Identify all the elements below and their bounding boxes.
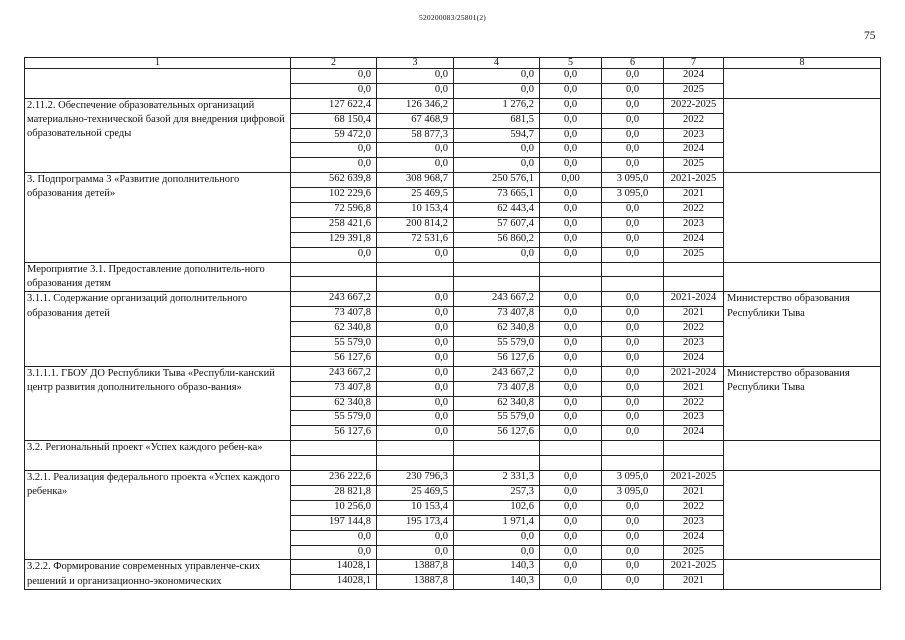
total-cell: 56 127,6 (291, 426, 377, 441)
federal-budget-cell: 13887,8 (377, 575, 454, 590)
extra-budget-cell (602, 456, 664, 471)
extra-budget-cell: 3 095,0 (602, 485, 664, 500)
regional-budget-cell: 140,3 (454, 560, 540, 575)
municipal-budget-cell: 0,0 (540, 158, 602, 173)
year-cell: 2025 (664, 83, 724, 98)
column-header: 2 (291, 58, 377, 69)
year-cell: 2024 (664, 69, 724, 84)
municipal-budget-cell: 0,0 (540, 217, 602, 232)
extra-budget-cell: 0,0 (602, 575, 664, 590)
extra-budget-cell: 0,0 (602, 83, 664, 98)
program-name-cell: 2.11.2. Обеспечение образовательных организаций материально-технической базой для внедрения цифровой образовательной среды (25, 98, 291, 172)
total-cell: 73 407,8 (291, 381, 377, 396)
municipal-budget-cell: 0,0 (540, 203, 602, 218)
extra-budget-cell: 0,0 (602, 128, 664, 143)
year-cell: 2022 (664, 113, 724, 128)
year-cell (664, 262, 724, 277)
regional-budget-cell: 62 340,8 (454, 322, 540, 337)
federal-budget-cell: 0,0 (377, 530, 454, 545)
municipal-budget-cell: 0,0 (540, 530, 602, 545)
table-row (25, 262, 881, 277)
extra-budget-cell: 0,0 (602, 98, 664, 113)
extra-budget-cell: 0,0 (602, 143, 664, 158)
extra-budget-cell: 0,0 (602, 545, 664, 560)
table-row (25, 471, 881, 486)
year-cell: 2021-2024 (664, 366, 724, 381)
regional-budget-cell: 1 276,2 (454, 98, 540, 113)
extra-budget-cell (602, 262, 664, 277)
total-cell: 243 667,2 (291, 292, 377, 307)
municipal-budget-cell: 0,0 (540, 128, 602, 143)
responsible-executor-cell (724, 441, 881, 471)
regional-budget-cell (454, 441, 540, 456)
year-cell: 2021 (664, 575, 724, 590)
regional-budget-cell: 55 579,0 (454, 337, 540, 352)
municipal-budget-cell: 0,0 (540, 471, 602, 486)
responsible-executor-cell (724, 471, 881, 560)
program-name-cell: 3.2. Региональный проект «Успех каждого ребен-ка» (25, 441, 291, 471)
federal-budget-cell: 0,0 (377, 396, 454, 411)
total-cell: 14028,1 (291, 575, 377, 590)
municipal-budget-cell: 0,0 (540, 500, 602, 515)
total-cell: 127 622,4 (291, 98, 377, 113)
extra-budget-cell: 0,0 (602, 411, 664, 426)
municipal-budget-cell: 0,0 (540, 232, 602, 247)
municipal-budget-cell: 0,0 (540, 381, 602, 396)
total-cell: 73 407,8 (291, 307, 377, 322)
year-cell: 2021-2025 (664, 560, 724, 575)
column-number-row (25, 58, 881, 69)
federal-budget-cell: 200 814,2 (377, 217, 454, 232)
municipal-budget-cell (540, 262, 602, 277)
regional-budget-cell: 594,7 (454, 128, 540, 143)
year-cell (664, 441, 724, 456)
regional-budget-cell: 55 579,0 (454, 411, 540, 426)
program-name-cell: 3.1.1.1. ГБОУ ДО Республики Тыва «Республи-канский центр развития дополнительного образо-вания» (25, 366, 291, 440)
municipal-budget-cell: 0,0 (540, 575, 602, 590)
extra-budget-cell: 0,0 (602, 203, 664, 218)
total-cell: 68 150,4 (291, 113, 377, 128)
program-name-cell: 3.2.2. Формирование современных управленче-ских решений и организационно-экономических (25, 560, 291, 590)
total-cell: 243 667,2 (291, 366, 377, 381)
responsible-executor-cell: Министерство образования Республики Тыва (724, 366, 881, 440)
total-cell: 0,0 (291, 143, 377, 158)
extra-budget-cell: 0,0 (602, 307, 664, 322)
federal-budget-cell: 0,0 (377, 292, 454, 307)
federal-budget-cell: 0,0 (377, 143, 454, 158)
year-cell: 2024 (664, 232, 724, 247)
program-name-cell: 3.1.1. Содержание организаций дополнительного образования детей (25, 292, 291, 366)
municipal-budget-cell: 0,0 (540, 337, 602, 352)
program-name-cell: Мероприятие 3.1. Предоставление дополнитель-ного образования детям (25, 262, 291, 292)
extra-budget-cell: 0,0 (602, 69, 664, 84)
federal-budget-cell: 13887,8 (377, 560, 454, 575)
federal-budget-cell: 0,0 (377, 351, 454, 366)
total-cell: 258 421,6 (291, 217, 377, 232)
total-cell: 59 472,0 (291, 128, 377, 143)
extra-budget-cell: 0,0 (602, 515, 664, 530)
federal-budget-cell: 0,0 (377, 426, 454, 441)
federal-budget-cell: 25 469,5 (377, 485, 454, 500)
year-cell: 2024 (664, 426, 724, 441)
regional-budget-cell (454, 456, 540, 471)
extra-budget-cell: 3 095,0 (602, 188, 664, 203)
total-cell: 0,0 (291, 69, 377, 84)
regional-budget-cell: 73 407,8 (454, 307, 540, 322)
municipal-budget-cell (540, 456, 602, 471)
federal-budget-cell: 0,0 (377, 307, 454, 322)
total-cell: 236 222,6 (291, 471, 377, 486)
year-cell (664, 456, 724, 471)
federal-budget-cell (377, 441, 454, 456)
responsible-executor-cell (724, 98, 881, 172)
document-id: 520200083/25801(2) (419, 13, 486, 22)
table-row (25, 292, 881, 307)
year-cell: 2022 (664, 396, 724, 411)
year-cell: 2025 (664, 247, 724, 262)
regional-budget-cell: 0,0 (454, 530, 540, 545)
regional-budget-cell: 56 127,6 (454, 351, 540, 366)
column-header: 7 (664, 58, 724, 69)
total-cell: 28 821,8 (291, 485, 377, 500)
regional-budget-cell: 56 127,6 (454, 426, 540, 441)
year-cell: 2021-2025 (664, 173, 724, 188)
table-row (25, 441, 881, 456)
regional-budget-cell: 62 340,8 (454, 396, 540, 411)
total-cell: 0,0 (291, 545, 377, 560)
federal-budget-cell: 0,0 (377, 337, 454, 352)
table-row (25, 98, 881, 113)
regional-budget-cell: 243 667,2 (454, 292, 540, 307)
municipal-budget-cell: 0,0 (540, 247, 602, 262)
regional-budget-cell: 250 576,1 (454, 173, 540, 188)
municipal-budget-cell (540, 441, 602, 456)
extra-budget-cell: 0,0 (602, 322, 664, 337)
extra-budget-cell: 0,0 (602, 500, 664, 515)
extra-budget-cell: 0,0 (602, 426, 664, 441)
extra-budget-cell: 0,0 (602, 232, 664, 247)
municipal-budget-cell: 0,0 (540, 351, 602, 366)
responsible-executor-cell (724, 560, 881, 590)
table-row (25, 366, 881, 381)
regional-budget-cell: 681,5 (454, 113, 540, 128)
year-cell: 2024 (664, 530, 724, 545)
year-cell: 2024 (664, 351, 724, 366)
municipal-budget-cell: 0,0 (540, 485, 602, 500)
federal-budget-cell: 126 346,2 (377, 98, 454, 113)
regional-budget-cell (454, 277, 540, 292)
extra-budget-cell (602, 441, 664, 456)
federal-budget-cell: 0,0 (377, 247, 454, 262)
federal-budget-cell: 10 153,4 (377, 203, 454, 218)
federal-budget-cell: 58 877,3 (377, 128, 454, 143)
federal-budget-cell: 10 153,4 (377, 500, 454, 515)
extra-budget-cell: 0,0 (602, 292, 664, 307)
municipal-budget-cell: 0,0 (540, 396, 602, 411)
federal-budget-cell: 0,0 (377, 366, 454, 381)
regional-budget-cell: 140,3 (454, 575, 540, 590)
total-cell: 0,0 (291, 158, 377, 173)
total-cell (291, 262, 377, 277)
extra-budget-cell: 0,0 (602, 337, 664, 352)
municipal-budget-cell: 0,0 (540, 322, 602, 337)
year-cell: 2023 (664, 515, 724, 530)
total-cell: 562 639,8 (291, 173, 377, 188)
federal-budget-cell: 308 968,7 (377, 173, 454, 188)
extra-budget-cell: 0,0 (602, 158, 664, 173)
total-cell: 62 340,8 (291, 396, 377, 411)
federal-budget-cell: 195 173,4 (377, 515, 454, 530)
responsible-executor-cell (724, 262, 881, 292)
municipal-budget-cell: 0,00 (540, 173, 602, 188)
budget-table (24, 57, 881, 590)
municipal-budget-cell: 0,0 (540, 515, 602, 530)
extra-budget-cell (602, 277, 664, 292)
total-cell: 0,0 (291, 247, 377, 262)
year-cell (664, 277, 724, 292)
year-cell: 2023 (664, 337, 724, 352)
municipal-budget-cell (540, 277, 602, 292)
federal-budget-cell (377, 277, 454, 292)
year-cell: 2021 (664, 381, 724, 396)
year-cell: 2021 (664, 485, 724, 500)
year-cell: 2022 (664, 322, 724, 337)
regional-budget-cell: 102,6 (454, 500, 540, 515)
municipal-budget-cell: 0,0 (540, 188, 602, 203)
regional-budget-cell: 0,0 (454, 247, 540, 262)
column-header: 6 (602, 58, 664, 69)
municipal-budget-cell: 0,0 (540, 113, 602, 128)
year-cell: 2023 (664, 128, 724, 143)
regional-budget-cell: 0,0 (454, 158, 540, 173)
municipal-budget-cell: 0,0 (540, 426, 602, 441)
year-cell: 2021 (664, 307, 724, 322)
total-cell (291, 456, 377, 471)
responsible-executor-cell: Министерство образования Республики Тыва (724, 292, 881, 366)
regional-budget-cell: 0,0 (454, 143, 540, 158)
extra-budget-cell: 0,0 (602, 351, 664, 366)
municipal-budget-cell: 0,0 (540, 560, 602, 575)
total-cell: 55 579,0 (291, 337, 377, 352)
total-cell: 62 340,8 (291, 322, 377, 337)
extra-budget-cell: 0,0 (602, 560, 664, 575)
responsible-executor-cell (724, 69, 881, 99)
year-cell: 2022 (664, 203, 724, 218)
total-cell: 197 144,8 (291, 515, 377, 530)
regional-budget-cell: 1 971,4 (454, 515, 540, 530)
table-row (25, 69, 881, 84)
federal-budget-cell: 25 469,5 (377, 188, 454, 203)
extra-budget-cell: 0,0 (602, 217, 664, 232)
total-cell: 10 256,0 (291, 500, 377, 515)
federal-budget-cell: 230 796,3 (377, 471, 454, 486)
year-cell: 2025 (664, 158, 724, 173)
year-cell: 2022-2025 (664, 98, 724, 113)
municipal-budget-cell: 0,0 (540, 366, 602, 381)
regional-budget-cell: 73 407,8 (454, 381, 540, 396)
regional-budget-cell: 0,0 (454, 545, 540, 560)
column-header: 4 (454, 58, 540, 69)
program-name-cell (25, 69, 291, 99)
federal-budget-cell: 0,0 (377, 83, 454, 98)
year-cell: 2024 (664, 143, 724, 158)
municipal-budget-cell: 0,0 (540, 292, 602, 307)
page-number: 75 (864, 30, 876, 42)
year-cell: 2021-2024 (664, 292, 724, 307)
federal-budget-cell (377, 262, 454, 277)
municipal-budget-cell: 0,0 (540, 143, 602, 158)
federal-budget-cell: 72 531,6 (377, 232, 454, 247)
year-cell: 2023 (664, 217, 724, 232)
table-row (25, 173, 881, 188)
federal-budget-cell (377, 456, 454, 471)
regional-budget-cell (454, 262, 540, 277)
municipal-budget-cell: 0,0 (540, 545, 602, 560)
municipal-budget-cell: 0,0 (540, 307, 602, 322)
column-header: 1 (25, 58, 291, 69)
regional-budget-cell: 257,3 (454, 485, 540, 500)
extra-budget-cell: 0,0 (602, 247, 664, 262)
extra-budget-cell: 0,0 (602, 113, 664, 128)
municipal-budget-cell: 0,0 (540, 98, 602, 113)
regional-budget-cell: 57 607,4 (454, 217, 540, 232)
regional-budget-cell: 56 860,2 (454, 232, 540, 247)
total-cell: 14028,1 (291, 560, 377, 575)
extra-budget-cell: 3 095,0 (602, 471, 664, 486)
program-name-cell: 3. Подпрограмма 3 «Развитие дополнительного образования детей» (25, 173, 291, 262)
extra-budget-cell: 0,0 (602, 381, 664, 396)
year-cell: 2022 (664, 500, 724, 515)
total-cell: 56 127,6 (291, 351, 377, 366)
regional-budget-cell: 62 443,4 (454, 203, 540, 218)
regional-budget-cell: 243 667,2 (454, 366, 540, 381)
total-cell (291, 277, 377, 292)
municipal-budget-cell: 0,0 (540, 411, 602, 426)
responsible-executor-cell (724, 173, 881, 262)
year-cell: 2025 (664, 545, 724, 560)
total-cell (291, 441, 377, 456)
extra-budget-cell: 0,0 (602, 366, 664, 381)
column-header: 5 (540, 58, 602, 69)
federal-budget-cell: 0,0 (377, 322, 454, 337)
extra-budget-cell: 3 095,0 (602, 173, 664, 188)
municipal-budget-cell: 0,0 (540, 69, 602, 84)
municipal-budget-cell: 0,0 (540, 83, 602, 98)
regional-budget-cell: 2 331,3 (454, 471, 540, 486)
year-cell: 2023 (664, 411, 724, 426)
federal-budget-cell: 0,0 (377, 381, 454, 396)
column-header: 3 (377, 58, 454, 69)
regional-budget-cell: 0,0 (454, 69, 540, 84)
regional-budget-cell: 0,0 (454, 83, 540, 98)
program-name-cell: 3.2.1. Реализация федерального проекта «Успех каждого ребенка» (25, 471, 291, 560)
regional-budget-cell: 73 665,1 (454, 188, 540, 203)
table-row (25, 560, 881, 575)
total-cell: 0,0 (291, 83, 377, 98)
column-header: 8 (724, 58, 881, 69)
year-cell: 2021 (664, 188, 724, 203)
total-cell: 55 579,0 (291, 411, 377, 426)
federal-budget-cell: 0,0 (377, 411, 454, 426)
total-cell: 129 391,8 (291, 232, 377, 247)
year-cell: 2021-2025 (664, 471, 724, 486)
total-cell: 72 596,8 (291, 203, 377, 218)
federal-budget-cell: 0,0 (377, 69, 454, 84)
total-cell: 0,0 (291, 530, 377, 545)
extra-budget-cell: 0,0 (602, 530, 664, 545)
federal-budget-cell: 0,0 (377, 158, 454, 173)
federal-budget-cell: 0,0 (377, 545, 454, 560)
total-cell: 102 229,6 (291, 188, 377, 203)
federal-budget-cell: 67 468,9 (377, 113, 454, 128)
extra-budget-cell: 0,0 (602, 396, 664, 411)
